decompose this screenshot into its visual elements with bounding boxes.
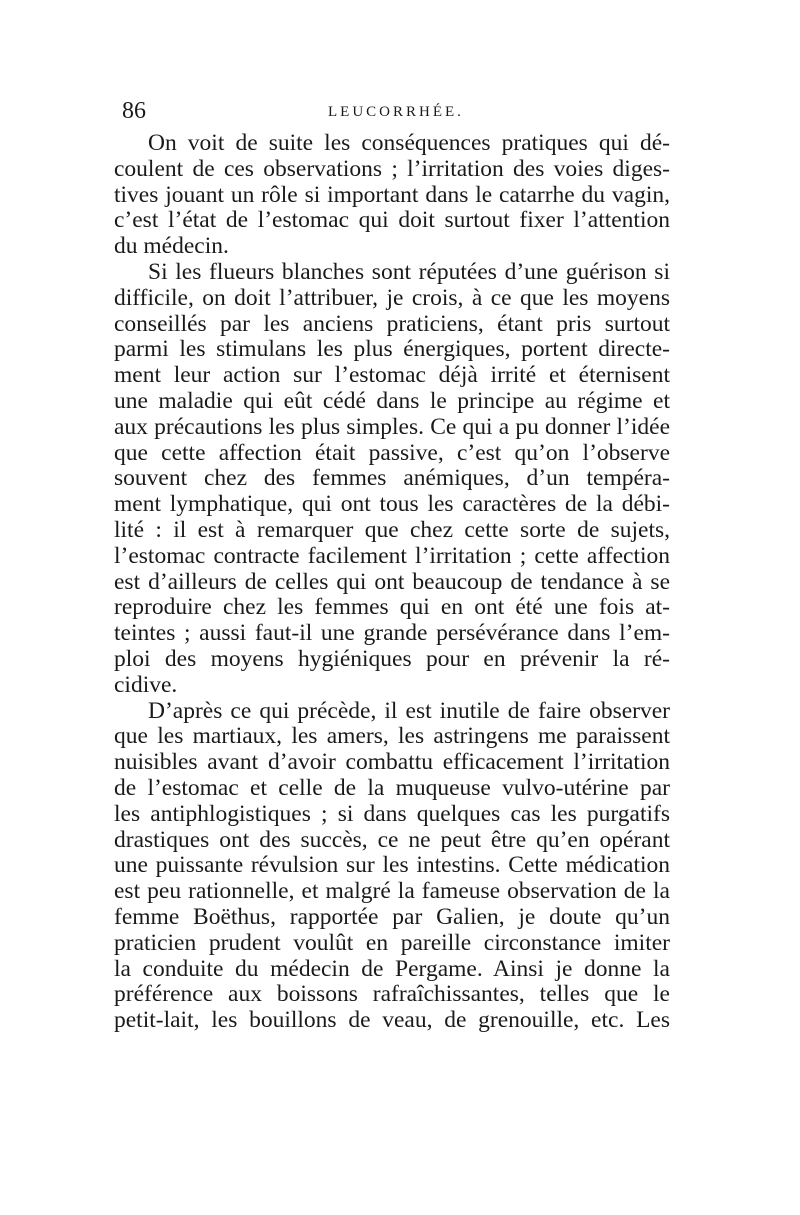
- text-line: reproduire chez les femmes qui en ont été une fois at-: [114, 594, 670, 621]
- text-line: c’est l’état de l’estomac qui doit surtout fixer l’attention: [114, 207, 670, 234]
- text-line: praticien prudent voulût en pareille circonstance imiter: [114, 929, 670, 956]
- text-line: conseillés par les anciens praticiens, étant pris surtout: [114, 310, 670, 337]
- text-line: du médecin.: [114, 233, 229, 260]
- text-line: est peu rationnelle, et malgré la fameuse observation de la: [114, 878, 670, 905]
- text-line: lité : il est à remarquer que chez cette sorte de sujets,: [114, 516, 670, 543]
- text-line: les antiphlogistiques ; si dans quelques cas les purgatifs: [114, 800, 670, 827]
- text-line: nuisibles avant d’avoir combattu efficacement l’irritation: [114, 749, 670, 776]
- text-line: la conduite du médecin de Pergame. Ainsi je donne la: [114, 955, 670, 982]
- text-line: aux précautions les plus simples. Ce qui a pu donner l’idée: [114, 413, 670, 440]
- text-line: est d’ailleurs de celles qui ont beaucoup de tendance à se: [114, 568, 670, 595]
- text-line: ploi des moyens hygiéniques pour en prévenir la ré-: [114, 645, 670, 672]
- text-line: l’estomac contracte facilement l’irritation ; cette affection: [114, 542, 670, 569]
- text-line: cidive.: [114, 671, 178, 698]
- text-line: difficile, on doit l’attribuer, je crois, à ce que les moyens: [114, 284, 670, 311]
- text-line: que cette affection était passive, c’est qu’on l’observe: [114, 439, 670, 466]
- text-line: préférence aux boissons rafraîchissantes, telles que le: [114, 981, 670, 1008]
- text-line: de l’estomac et celle de la muqueuse vulvo-utérine par: [114, 774, 670, 801]
- text-line: tives jouant un rôle si important dans le catarrhe du vagin,: [114, 181, 670, 208]
- text-line: ment lymphatique, qui ont tous les caractères de la débi-: [114, 491, 670, 518]
- text-line: On voit de suite les conséquences pratiques qui dé-: [148, 130, 670, 156]
- text-line: Si les flueurs blanches sont réputées d’une guérison si: [148, 258, 670, 285]
- text-line: D’après ce qui précède, il est inutile de faire observer: [148, 697, 670, 724]
- text-line: petit-lait, les bouillons de veau, de grenouille, etc. Les: [114, 1007, 670, 1034]
- text-line: une maladie qui eût cédé dans le principe au régime et: [114, 387, 670, 414]
- body-text: [114, 131, 670, 1034]
- text-line: teintes ; aussi faut-il une grande persévérance dans l’em-: [114, 620, 670, 647]
- text-line: que les martiaux, les amers, les astringens me paraissent: [114, 723, 670, 750]
- page-number: 86: [122, 98, 146, 124]
- text-line: drastiques ont des succès, ce ne peut être qu’en opérant: [114, 826, 670, 853]
- text-line: femme Boëthus, rapportée par Galien, je doute qu’un: [114, 903, 670, 930]
- text-line: ment leur action sur l’estomac déjà irrité et éternisent: [114, 362, 670, 389]
- text-line: parmi les stimulans les plus énergiques, portent directe-: [114, 336, 670, 363]
- running-head: LEUCORRHÉE.: [328, 104, 464, 120]
- page-header: [118, 96, 670, 126]
- text-line: une puissante révulsion sur les intestins. Cette médication: [114, 852, 670, 879]
- text-line: coulent de ces observations ; l’irritation des voies diges-: [114, 155, 670, 182]
- text-line: souvent chez des femmes anémiques, d’un tempéra-: [114, 465, 670, 492]
